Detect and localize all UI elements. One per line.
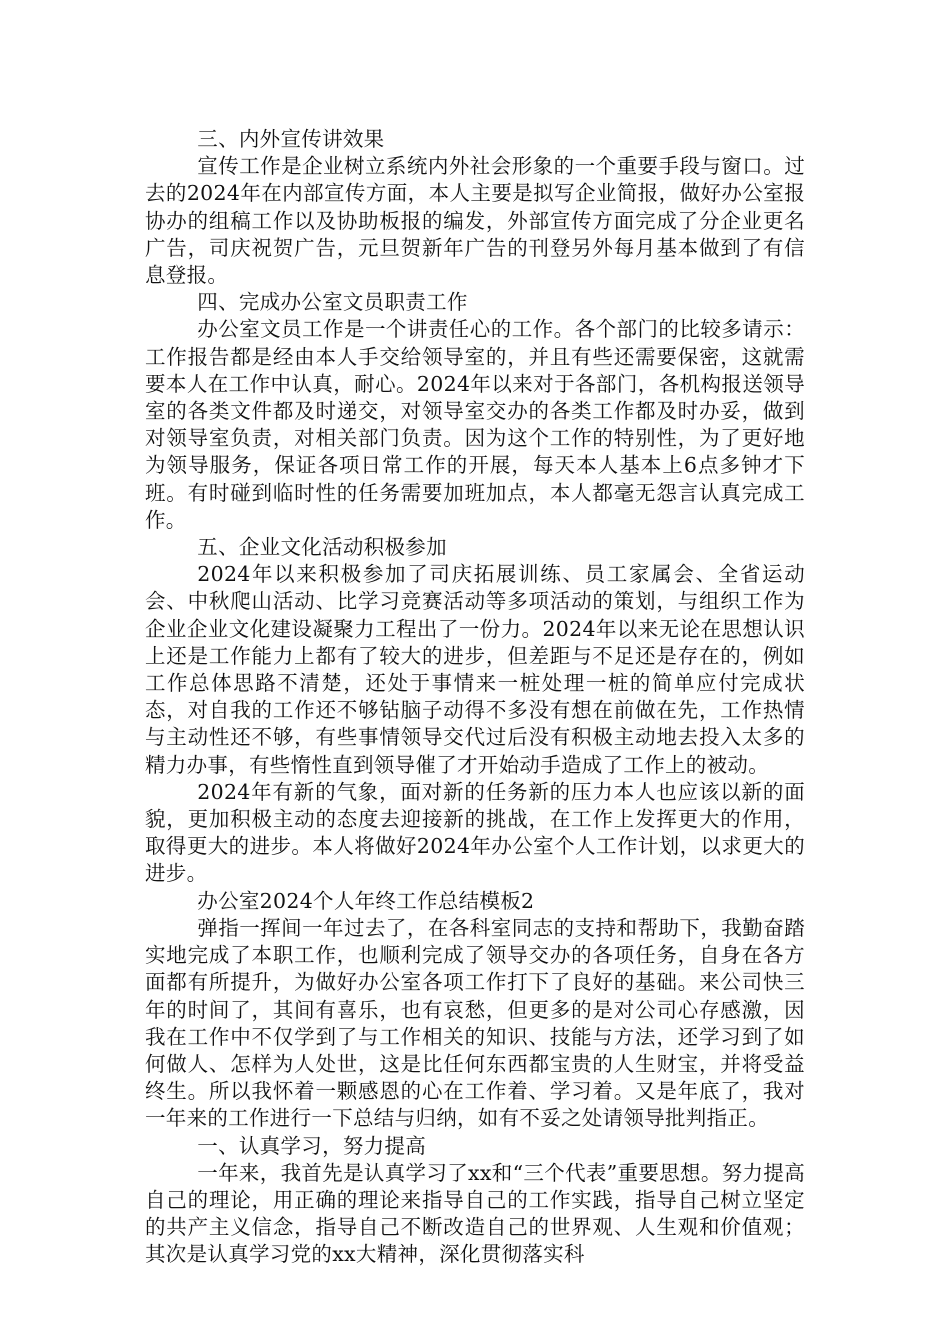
paragraph-new-year-outlook: 2024年有新的气象，面对新的任务新的压力本人也应该以新的面貌，更加积极主动的态度去迎接新的挑战，在工作上发挥更大的作用，取得更大的进步。本人将做好2024年办公室个人工作计划，以求更大的进步。: [145, 779, 805, 886]
section-heading-culture-activities: 五、企业文化活动积极参加: [197, 535, 447, 560]
paragraph-clerk-duties: 办公室文员工作是一个讲责任心的工作。各个部门的比较多请示：工作报告都是经由本人手交给领导室的，并且有些还需要保密，这就需要本人在工作中认真，耐心。2024年以来对于各部门，各机构报送领导室的各类文件都及时递交，对领导室交办的各类工作都及时办妥，做到对领导室负责，对相关部门负责。因为这个工作的特别性，为了更好地为领导服务，保证各项日常工作的开展，每天本人基本上6点多钟才下班。有时碰到临时性的任务需要加班加点，本人都毫无怨言认真完成工作。: [145, 317, 805, 532]
section-heading-publicity: 三、内外宣传讲效果: [197, 127, 385, 151]
paragraph-culture-activities: 2024年以来积极参加了司庆拓展训练、员工家属会、全省运动会、中秋爬山活动、比学习竞赛活动等多项活动的策划，与组织工作为企业企业文化建设凝聚力工程出了一份力。2024年以来无论在思想认识上还是工作能力上都有了较大的进步，但差距与不足还是存在的，例如工作总体思路不清楚，还处于事情来一桩处理一桩的简单应付完成状态，对自我的工作还不够钻脑子动得不多没有想在前做在先，工作热情与主动性还不够，有些事情领导交代过后没有积极主动地去投入太多的精力办事，有些惰性直到领导催了才开始动手造成了工作上的被动。: [145, 562, 805, 777]
paragraph-intro: 弹指一挥间一年过去了，在各科室同志的支持和帮助下，我勤奋踏实地完成了本职工作，也顺利完成了领导交办的各项任务，自身在各方面都有所提升，为做好办公室各项工作打下了良好的基础。来公司快三年的时间了，其间有喜乐，也有哀愁，但更多的是对公司心存感激，因我在工作中不仅学到了与工作相关的知识、技能与方法，还学习到了如何做人、怎样为人处世，这是比任何东西都宝贵的人生财宝，并将受益终生。所以我怀着一颗感恩的心在工作着、学习着。又是年底了，我对一年来的工作进行一下总结与归纳，如有不妥之处请领导批判指正。: [145, 915, 805, 1131]
template-title: 办公室2024个人年终工作总结模板2: [197, 888, 535, 913]
document-body: [145, 126, 805, 1269]
section-heading-study: 一、认真学习，努力提高: [197, 1133, 427, 1158]
section-heading-clerk-duties: 四、完成办公室文员职责工作: [197, 290, 468, 315]
paragraph-study: 一年来，我首先是认真学习了xx和“三个代表”重要思想。努力提高自己的理论，用正确的理论来指导自己的工作实践，指导自己树立坚定的共产主义信念，指导自己不断改造自己的世界观、人生观和价值观；其次是认真学习党的xx大精神，深化贯彻落实科: [145, 1160, 805, 1267]
paragraph-publicity: 宣传工作是企业树立系统内外社会形象的一个重要手段与窗口。过去的2024年在内部宣传方面，本人主要是拟写企业简报，做好办公室报协办的组稿工作以及协助板报的编发，外部宣传方面完成了分企业更名广告，司庆祝贺广告，元旦贺新年广告的刊登另外每月基本做到了有信息登报。: [145, 154, 805, 288]
